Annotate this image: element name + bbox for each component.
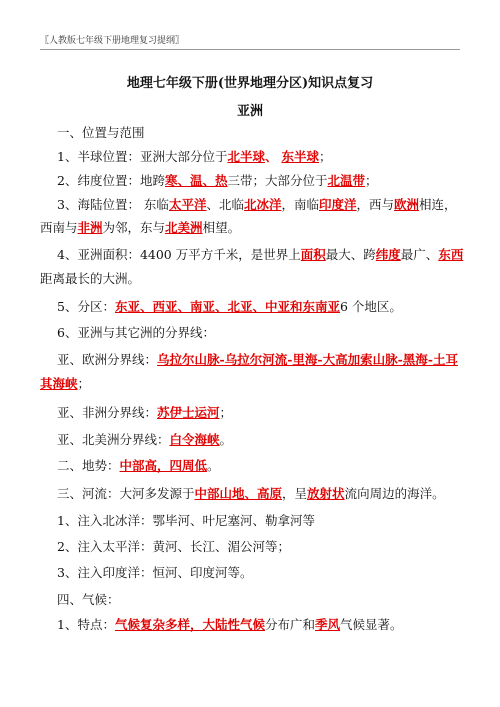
answer: 北冰洋 — [243, 197, 282, 212]
text: 亚、北美洲分界线： — [57, 432, 170, 447]
text: 6 个地区。 — [339, 299, 402, 314]
text: 流向周边的海洋。 — [344, 486, 445, 501]
text: 5、分区： — [57, 299, 115, 314]
text: 1、半球位置：亚洲大部分位于 — [57, 149, 228, 164]
text: ； — [319, 149, 332, 164]
answer: 苏伊士运河 — [157, 405, 220, 420]
text: 西南与 — [40, 220, 78, 235]
text: 2、纬度位置：地跨 — [57, 173, 165, 188]
river-pacific: 2、注入太平洋：黄河、长江、湄公河等； — [57, 539, 290, 554]
text: 相望。 — [202, 220, 241, 235]
text: 1、特点： — [57, 617, 115, 632]
text: 最大、跨 — [325, 247, 376, 262]
text: ； — [219, 405, 233, 420]
text: 亚、非洲分界线： — [57, 405, 158, 420]
line-area — [57, 247, 463, 263]
line-climate-features — [57, 617, 403, 633]
doc-subtitle: 亚洲 — [236, 104, 263, 119]
line-hemisphere — [57, 149, 332, 165]
line-area-cont: 距离最长的大洲。 — [40, 271, 141, 286]
text: ； — [77, 376, 91, 391]
section-position: 一、位置与范围 — [57, 125, 145, 140]
river-indian: 3、注入印度洋：恒河、印度河等。 — [57, 565, 253, 580]
line-asia-europe-cont — [40, 376, 90, 392]
answer: 纬度 — [375, 247, 401, 262]
answer: 东亚、西亚、南亚、北亚、中亚和东南亚 — [114, 299, 340, 314]
text: ，西与 — [356, 197, 395, 212]
answer: 气候复杂多样，大陆性气候 — [114, 617, 265, 632]
answer: 中部山地、高原 — [194, 486, 283, 501]
answer: 印度洋 — [319, 197, 357, 212]
text: 亚、欧洲分界线： — [57, 352, 158, 367]
text: 相连， — [419, 197, 457, 212]
text: 最广、 — [400, 247, 439, 262]
answer: 太平洋 — [168, 197, 207, 212]
text: 。 — [207, 458, 220, 473]
line-latitude — [57, 173, 378, 189]
answer: 乌拉尔山脉-乌拉尔河流-里海-大高加索山脉-黑海-土耳 — [157, 352, 458, 367]
line-sea-land-cont — [40, 220, 240, 236]
answer: 北美洲 — [165, 220, 203, 235]
text: 为邻，东与 — [102, 220, 166, 235]
section-rivers — [57, 486, 445, 502]
answer: 东半球 — [281, 149, 319, 164]
doc-title: 地理七年级下册(世界地理分区)知识点复习 — [126, 76, 374, 91]
answer: 寒、温、热 — [164, 173, 228, 188]
answer: 东西 — [438, 247, 464, 262]
answer: 季风 — [314, 617, 340, 632]
river-arctic: 1、注入北冰洋：鄂毕河、叶尼塞河、勒拿河等 — [57, 513, 315, 528]
text: ，呈 — [282, 486, 308, 501]
text: 、北临 — [206, 197, 244, 212]
line-asia-namerica — [57, 432, 232, 448]
text: ； — [365, 173, 378, 188]
text: 。 — [219, 432, 233, 447]
answer: 白令海峡 — [169, 432, 220, 447]
text: ，南临 — [281, 197, 319, 212]
section-climate: 四、气候： — [57, 592, 120, 607]
answer: 欧洲 — [394, 197, 420, 212]
answer: 其海峡 — [40, 376, 78, 391]
header-divider — [40, 49, 460, 50]
header-tag: 〖人教版七年级下册地理复习提纲〗 — [40, 36, 185, 46]
text: 、 — [264, 149, 278, 164]
line-asia-europe — [57, 352, 458, 368]
answer: 放射状 — [307, 486, 345, 501]
answer: 北温带 — [327, 173, 366, 188]
text: 三带；大部分位于 — [227, 173, 328, 188]
answer: 中部高，四周低 — [119, 458, 208, 473]
text: 三、河流：大河多发源于 — [57, 486, 195, 501]
text: 二、地势： — [57, 458, 120, 473]
section-terrain — [57, 458, 220, 474]
line-sea-land — [57, 197, 457, 213]
line-boundaries: 6、亚洲与其它洲的分界线： — [57, 325, 215, 340]
answer: 面积 — [300, 247, 326, 262]
text: 气候显著。 — [340, 617, 403, 632]
text: 分布广和 — [264, 617, 315, 632]
text: 3、海陆位置： 东临 — [57, 197, 169, 212]
line-regions — [57, 299, 402, 315]
text: 4、亚洲面积：4400 万平方千米，是世界上 — [57, 247, 301, 262]
line-asia-africa — [57, 405, 232, 421]
answer: 非洲 — [77, 220, 103, 235]
answer: 北半球 — [227, 149, 265, 164]
